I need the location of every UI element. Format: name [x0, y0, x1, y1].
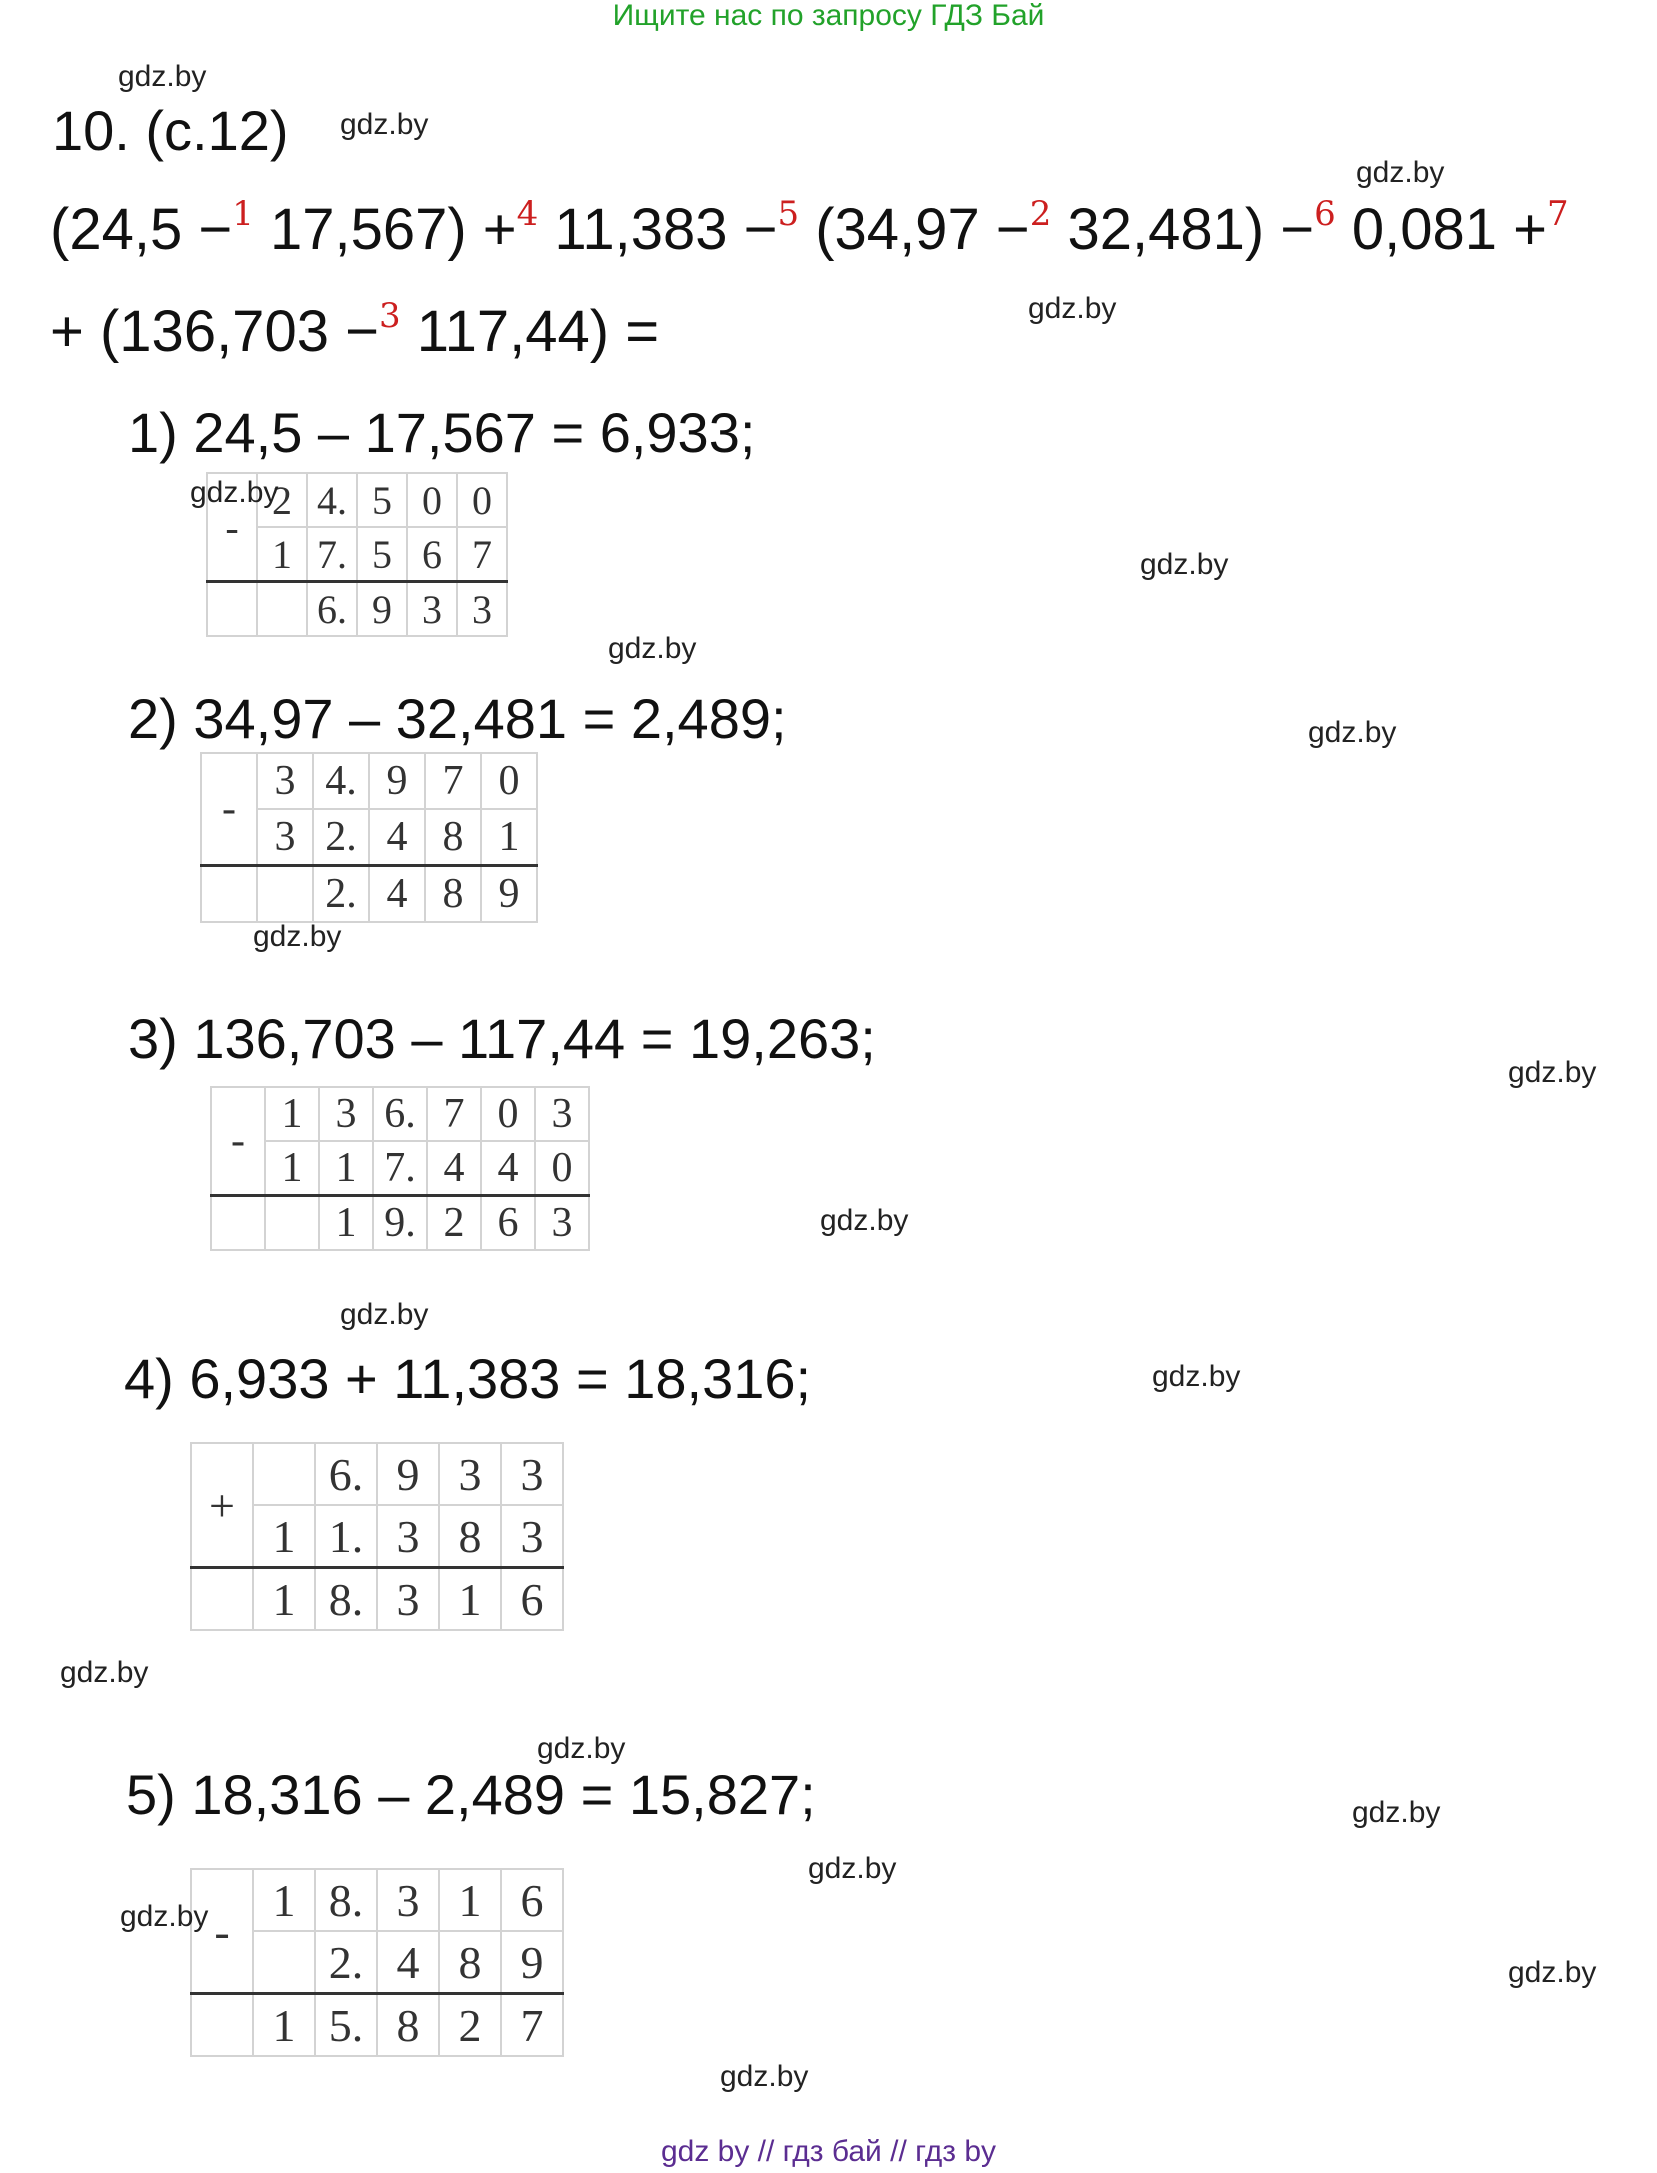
watermark: gdz.by [820, 1204, 909, 1237]
digit-cell: 7 [457, 527, 507, 582]
digit-cell: 1 [253, 1568, 315, 1631]
digit-cell: 1 [319, 1141, 373, 1196]
digit-cell: 0 [407, 473, 457, 527]
grid-row [191, 1869, 563, 1931]
digit-cell: 4 [427, 1141, 481, 1196]
digit-cell: 5 [357, 527, 407, 582]
watermark: gdz.by [537, 1732, 626, 1765]
watermark: gdz.by [808, 1852, 897, 1885]
operation-order-number: 2 [1029, 194, 1052, 234]
grid-row [191, 1443, 563, 1505]
minus-sign: - [201, 753, 257, 866]
digit-cell [265, 1196, 319, 1251]
digit-cell: 2. [313, 809, 369, 866]
watermark: gdz.by [253, 920, 342, 953]
watermark: gdz.by [1028, 292, 1117, 325]
operation-order-number: 5 [777, 194, 800, 234]
digit-cell: 7 [425, 753, 481, 809]
digit-cell: 9. [373, 1196, 427, 1251]
digit-cell: 9 [357, 582, 407, 637]
digit-cell: 9 [501, 1931, 563, 1994]
digit-cell [253, 1443, 315, 1505]
digit-cell: 3 [439, 1443, 501, 1505]
grid-row [211, 1087, 589, 1141]
digit-cell [257, 866, 313, 923]
digit-cell: 1. [315, 1505, 377, 1568]
step-4-label: 4) 6,933 + 11,383 = 18,316; [124, 1347, 812, 1410]
digit-cell: 7. [373, 1141, 427, 1196]
grid-row [211, 1196, 589, 1251]
digit-cell: 3 [535, 1087, 589, 1141]
digit-cell: 8 [425, 866, 481, 923]
watermark: gdz.by [190, 476, 279, 509]
empty-cell [211, 1196, 265, 1251]
expression-term: (24,5 − [50, 197, 233, 262]
digit-cell: 6. [373, 1087, 427, 1141]
expression-term: 117,44) = [400, 299, 660, 364]
digit-cell: 1 [253, 1869, 315, 1931]
operation-order-number: 6 [1314, 194, 1336, 234]
step-4-column-grid [190, 1442, 564, 1631]
digit-cell: 8 [439, 1505, 501, 1568]
empty-cell [191, 1994, 253, 2057]
empty-cell [201, 866, 257, 923]
exercise-title: 10. (с.12) [52, 99, 289, 162]
digit-cell: 6. [307, 582, 357, 637]
digit-cell: 3 [377, 1505, 439, 1568]
grid-row [201, 753, 537, 809]
watermark: gdz.by [1508, 1056, 1597, 1089]
digit-cell: 6 [481, 1196, 535, 1251]
step-1-label: 1) 24,5 – 17,567 = 6,933; [128, 401, 756, 464]
digit-cell: 9 [481, 866, 537, 923]
watermark: gdz.by [120, 1900, 209, 1933]
digit-cell: 4 [369, 866, 425, 923]
digit-cell: 1 [253, 1994, 315, 2057]
digit-cell: 7 [427, 1087, 481, 1141]
expression-term: + (136,703 − [50, 299, 379, 364]
digit-cell: 2 [257, 473, 307, 527]
digit-cell: 3 [501, 1505, 563, 1568]
digit-cell: 4 [369, 809, 425, 866]
digit-cell: 0 [535, 1141, 589, 1196]
watermark: gdz.by [60, 1656, 149, 1689]
watermark: gdz.by [1508, 1956, 1597, 1989]
top-banner: Ищите нас по запросу ГДЗ Бай [612, 0, 1045, 32]
step-5-column-grid [190, 1868, 564, 2057]
watermark: gdz.by [340, 1298, 429, 1331]
watermark: gdz.by [1356, 156, 1445, 189]
operation-order-number: 4 [516, 194, 539, 234]
digit-cell: 6 [407, 527, 457, 582]
operation-order-number: 3 [378, 296, 401, 336]
digit-cell: 8. [315, 1568, 377, 1631]
digit-cell: 1 [265, 1087, 319, 1141]
watermark: gdz.by [608, 632, 697, 665]
digit-cell: 3 [377, 1869, 439, 1931]
expression-line-1 [50, 196, 1569, 263]
watermark: gdz.by [1352, 1796, 1441, 1829]
watermark: gdz.by [118, 60, 207, 93]
step-2-label: 2) 34,97 – 32,481 = 2,489; [128, 687, 787, 750]
digit-cell: 1 [319, 1196, 373, 1251]
digit-cell: 0 [481, 1087, 535, 1141]
footer-links: gdz by // гдз бай // гдз by [660, 2135, 997, 2168]
plus-sign: + [191, 1443, 253, 1568]
digit-cell: 6 [501, 1869, 563, 1931]
watermark: gdz.by [1140, 548, 1229, 581]
digit-cell [253, 1931, 315, 1994]
step-2-column-grid [200, 752, 538, 923]
digit-cell: 3 [457, 582, 507, 637]
watermark: gdz.by [1308, 716, 1397, 749]
empty-cell [207, 582, 257, 637]
digit-cell: 4 [377, 1931, 439, 1994]
digit-cell: 1 [439, 1869, 501, 1931]
operation-order-number: 1 [232, 194, 254, 234]
grid-row [191, 1994, 563, 2057]
digit-cell: 3 [257, 753, 313, 809]
digit-cell: 4 [481, 1141, 535, 1196]
expression-term: (34,97 − [799, 197, 1030, 262]
minus-sign: - [211, 1087, 265, 1196]
digit-cell: 2. [313, 866, 369, 923]
digit-cell: 0 [457, 473, 507, 527]
watermark: gdz.by [340, 108, 429, 141]
minus-sign: - [207, 473, 257, 582]
digit-cell: 7. [307, 527, 357, 582]
digit-cell: 3 [319, 1087, 373, 1141]
digit-cell: 2 [439, 1994, 501, 2057]
digit-cell: 1 [265, 1141, 319, 1196]
digit-cell: 8 [377, 1994, 439, 2057]
digit-cell: 1 [439, 1568, 501, 1631]
digit-cell: 6. [315, 1443, 377, 1505]
operation-order-number: 7 [1547, 194, 1569, 234]
digit-cell: 3 [535, 1196, 589, 1251]
digit-cell: 2. [315, 1931, 377, 1994]
digit-cell: 0 [481, 753, 537, 809]
digit-cell: 6 [501, 1568, 563, 1631]
expression-term: 0,081 + [1335, 197, 1548, 262]
watermark: gdz.by [1152, 1360, 1241, 1393]
digit-cell: 3 [407, 582, 457, 637]
step-3-label: 3) 136,703 – 117,44 = 19,263; [128, 1007, 876, 1070]
minus-sign: - [191, 1869, 253, 1994]
digit-cell: 5. [315, 1994, 377, 2057]
digit-cell: 8 [439, 1931, 501, 1994]
digit-cell: 5 [357, 473, 407, 527]
digit-cell: 1 [481, 809, 537, 866]
digit-cell: 1 [253, 1505, 315, 1568]
digit-cell: 4. [307, 473, 357, 527]
step-5-label: 5) 18,316 – 2,489 = 15,827; [126, 1763, 816, 1826]
grid-row [191, 1568, 563, 1631]
expression-term: 17,567) + [253, 197, 517, 262]
digit-cell: 3 [377, 1568, 439, 1631]
digit-cell: 8 [425, 809, 481, 866]
grid-row [211, 1141, 589, 1196]
digit-cell: 9 [369, 753, 425, 809]
empty-cell [191, 1568, 253, 1631]
digit-cell: 4. [313, 753, 369, 809]
digit-cell: 1 [257, 527, 307, 582]
digit-cell [257, 582, 307, 637]
grid-row [207, 582, 507, 637]
digit-cell: 3 [257, 809, 313, 866]
digit-cell: 9 [377, 1443, 439, 1505]
step-3-column-grid [210, 1086, 590, 1251]
watermark: gdz.by [720, 2060, 809, 2093]
expression-term: 11,383 − [538, 197, 778, 262]
digit-cell: 2 [427, 1196, 481, 1251]
digit-cell: 8. [315, 1869, 377, 1931]
grid-row [201, 866, 537, 923]
expression-term: 32,481) − [1051, 197, 1315, 262]
digit-cell: 7 [501, 1994, 563, 2057]
expression-line-2 [50, 298, 659, 365]
digit-cell: 3 [501, 1443, 563, 1505]
